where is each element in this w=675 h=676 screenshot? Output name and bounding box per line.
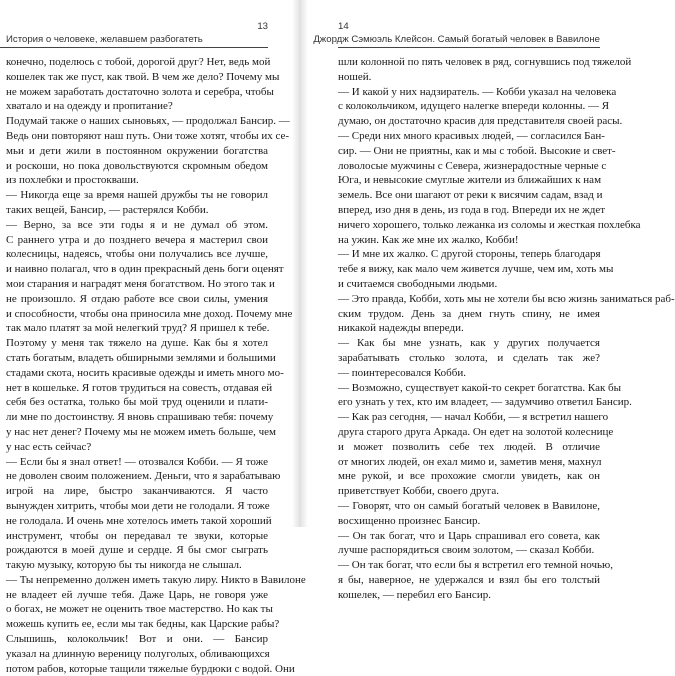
text-line: так мало платят за мой нелегкий труд? Я пришел к тебе. (6, 322, 270, 335)
text-line: кошелек, — перебил его Бансир. (338, 588, 491, 601)
right-page-number: 14 (338, 21, 349, 32)
text-line: приветствует Кобби, своего друга. (338, 485, 499, 498)
text-line: кошелек так же пуст, как твой. В чем же дело? Почему мы (6, 70, 280, 83)
text-line: не владеет ей лучше тебя. Даже Царь, не говоря уже (6, 588, 268, 601)
left-running-head: История о человеке, желавшем разбогатеть (6, 34, 203, 45)
text-line: восхищенно произнес Бансир. (338, 514, 481, 527)
text-line: не голодала. И очень мне хотелось иметь такой хороший (6, 514, 272, 527)
text-line: друга старого друга Аркада. Он едет на золотой колеснице (338, 425, 614, 438)
text-line: стадами скота, носить красивые одежды и иметь много мо- (6, 366, 284, 379)
text-line: сир. — Они не приятны, как и мы с тобой. Высокие и свет- (338, 144, 616, 157)
text-line: не доволен своим положением. Деньги, что я зарабатываю (6, 470, 281, 483)
text-line: я бы, наверное, не удержался и взял бы его толстый (338, 573, 600, 586)
text-line: мьи и дети жили в постоянном окружении богатства (6, 144, 268, 157)
text-line: на ужин. Как же мне их жалко, Кобби! (338, 233, 519, 246)
text-line: не произошло. Я отдаю работе все свои силы, умения (6, 292, 268, 305)
text-line: — Возможно, существует какой-то секрет богатства. Как бы (338, 381, 622, 394)
text-line: игрой на лире, быстро заканчиваются. Я часто (6, 485, 268, 498)
text-line: ским трудом. День за днем гнуть спину, не имея (338, 307, 600, 320)
right-page (300, 0, 675, 601)
text-line: из похлебки и простокваши. (6, 174, 139, 187)
text-line: мне рукой, и все прохожие смогли увидеть, как он (338, 470, 600, 483)
text-line: вперед, изо дня в день, из года в год. Впереди их не ждет (338, 203, 606, 216)
text-line: думаю, он достаточно красив для представителя своей расы. (338, 115, 623, 128)
left-page-body (6, 55, 306, 676)
text-line: с колокольчиком, идущего налегке впереди колонны. — Я (338, 100, 610, 113)
text-line: ничего хорошего, только лежанка из соломы и жесткая похлебка (338, 218, 641, 231)
text-line: мои старания и наградят меня богатством. Но этого так и (6, 277, 275, 290)
text-line: никакой надежды впереди. (338, 322, 464, 335)
right-page-header (313, 21, 600, 48)
text-line: С раннего утра и до позднего вечера я мастерил свои (6, 233, 268, 246)
text-line: рождаются в моей душе и сердце. Я бы смог сыграть (6, 544, 268, 557)
text-line: конечно, поделюсь с тобой, дорогой друг? Нет, ведь мой (6, 56, 271, 68)
text-line: хватало и на одежду и пропитание? (6, 100, 173, 113)
text-line: инструмент, чтобы он передавал те звуки, которые (6, 529, 268, 542)
text-line: — Говорят, что он самый богатый человек в Вавилоне, (338, 499, 600, 512)
right-header-rule (338, 47, 600, 48)
left-page (0, 0, 306, 675)
text-line: и роскоши, но пока довольствуются скромным обедом (6, 159, 268, 172)
text-line: — И мне их жалко. С другой стороны, теперь благодаря (338, 248, 601, 261)
text-line: — И какой у них надзиратель. — Кобби указал на человека (338, 85, 617, 98)
text-line: — Он так богат, что если бы я встретил его темной ночью, (338, 559, 614, 572)
text-line: вынужден хитрить, чтобы мои дети не голодали. Я тоже (6, 499, 270, 512)
text-line: можешь купить ее, если мы так бедны, как Царские рабы? (6, 618, 280, 631)
left-page-number: 13 (257, 21, 268, 32)
text-line: такую музыку, которую бы ты никогда не слышал. (6, 559, 242, 572)
text-line: Слышишь, колокольчик! Вот и они. — Бансир (6, 633, 268, 646)
book-gutter-shadow (292, 0, 308, 527)
text-line: у нас нет денег? Почему мы не можем иметь больше, чем (6, 425, 276, 438)
text-line: — Никогда еще за время нашей дружбы ты не говорил (6, 189, 268, 202)
text-line: Поэтому у меня так тяжело на душе. Как бы я хотел (6, 337, 268, 350)
text-line: лучше распорядиться своим золотом, — сказал Кобби. (338, 544, 595, 557)
text-line: и способности, чтобы она приносила мне доход. Почему мне (6, 307, 293, 320)
text-line: — Верно, за все эти годы я и не думал об этом. (6, 218, 268, 231)
text-line: потом рабов, которые тащили тяжелые бурдюки с водой. Они (6, 662, 295, 675)
text-line: — Как раз сегодня, — начал Кобби, — я встретил нашего (338, 411, 609, 424)
text-line: — Ты непременно должен иметь такую лиру. Никто в Вавилоне (6, 573, 306, 586)
text-line: от многих людей, он ехал мимо и, заметив меня, махнул (338, 455, 602, 468)
text-line: и может позволить себе тех людей. В отличие (338, 440, 600, 453)
text-line: ношей. (338, 70, 372, 83)
text-line: Подумай также о наших сыновьях, — продолжал Бансир. — (6, 115, 290, 128)
text-line: Ведь они повторяют наш путь. Они тоже хотят, чтобы их се- (6, 129, 290, 142)
text-line: не можем заработать достаточно золота и серебра, чтобы (6, 85, 274, 98)
text-line: указал на длинную вереницу полуголых, обливающихся (6, 647, 270, 660)
text-line: и наивно полагал, что в один прекрасный день боги оценят (6, 263, 284, 276)
text-line: — Как бы мне узнать, как у других получается (338, 337, 600, 350)
text-line: тебе я вижу, как мало чем живется лучше, чем им, хоть мы (338, 263, 614, 276)
left-page-header (6, 21, 268, 48)
text-line: о богах, не может не оценить твое мастерство. Но как ты (6, 603, 273, 616)
right-page-body (338, 55, 675, 602)
text-line: ли мне по достоинству. Я вновь спрашиваю тебя: почему (6, 411, 274, 424)
text-line: нет в кошельке. Я готов трудиться на совесть, отдавая ей (6, 381, 273, 394)
text-line: — Это правда, Кобби, хоть мы не хотели бы всю жизнь заниматься раб- (338, 292, 675, 305)
text-line: земель. Все они шагают от реки к висячим садам, взад и (338, 189, 603, 202)
text-line: его узнать у тех, кто им владеет, — задумчиво ответил Бансир. (338, 396, 632, 409)
text-line: и считаемся свободными людьми. (338, 277, 498, 290)
text-line: у нас есть сейчас? (6, 440, 92, 453)
left-header-rule (0, 47, 268, 48)
text-line: шли колонной по пять человек в ряд, согнувшись под тяжелой (338, 56, 632, 68)
text-line: ловолосые мужчины с Севера, жизнерадостные черные с (338, 159, 607, 172)
text-line: Юга, и невысокие смуглые жители из ближайших к нам (338, 174, 602, 187)
right-running-head: Джордж Сэмюэль Клейсон. Самый богатый человек в Вавилоне (313, 34, 600, 45)
text-line: колесницы, надеясь, чтобы они получались все лучше, (6, 248, 268, 261)
text-line: — Среди них много красивых людей, — согласился Бан- (338, 129, 605, 142)
text-line: — Если бы я знал ответ! — отозвался Кобби. — Я тоже (6, 455, 268, 468)
text-line: — Он так богат, что и Царь спрашивал его совета, как (338, 529, 600, 542)
text-line: — поинтересовался Кобби. (338, 366, 466, 379)
text-line: зарабатывать столько золота, и сделать так же? (338, 351, 600, 364)
text-line: себя без остатка, только бы мой труд оценили и плати- (6, 396, 268, 409)
text-line: стать богатым, владеть обширными землями и большими (6, 351, 276, 364)
text-line: таких вещей, Бансир, — растерялся Кобби. (6, 203, 209, 216)
